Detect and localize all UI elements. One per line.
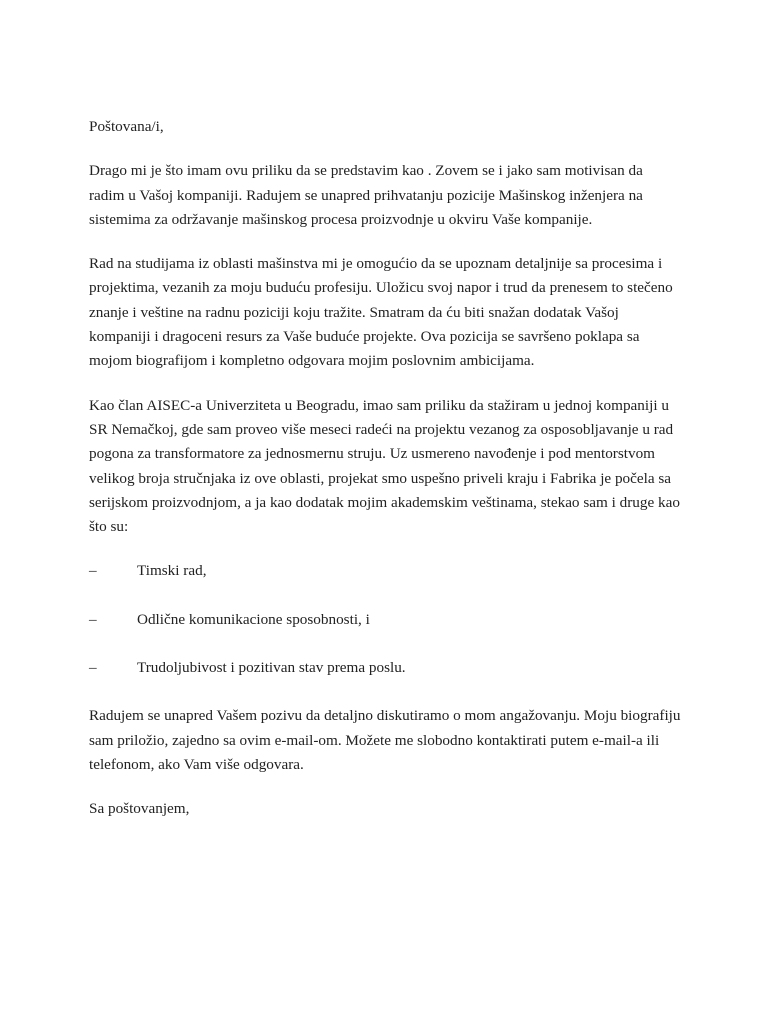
paragraph-line: Rad na studijama iz oblasti mašinstva mi je omogućio da se upoznam detaljnije sa procesima i (89, 255, 663, 273)
sign-off: Sa poštovanjem, (89, 800, 190, 818)
salutation: Poštovana/i, (89, 118, 164, 135)
paragraph-line: Radujem se unapred Vašem pozivu da detaljno diskutiramo o mom angažovanju. Moju biografiju (89, 707, 681, 725)
cover-letter (89, 115, 689, 842)
paragraph-experience (89, 394, 689, 540)
paragraph-line: što su: (89, 518, 129, 536)
paragraph-closing (89, 704, 689, 777)
paragraph-line: mojom biografijom i kompletno odgovara mojim poslovnim ambicijama. (89, 352, 535, 370)
bullet-dash: – (89, 659, 97, 677)
list-item-text: Trudoljubivost i pozitivan stav prema poslu. (137, 659, 406, 677)
paragraph-line: serijskom proizvodnjom, a ja kao dodatak mojim akademskim veštinama, stekao sam i druge kao (89, 493, 680, 511)
bullet-dash: – (89, 610, 97, 628)
list-item-text: Odlične komunikacione sposobnosti, i (137, 610, 370, 628)
paragraph-line: projektima, vezanih za moju buduću profesiju. Uložicu svoj napor i trud da prenesem to stečeno (89, 279, 673, 297)
paragraph-line: radim u Vašoj kompaniji. Radujem se unapred prihvatanju pozicije Mašinskog inženjera na (89, 186, 643, 204)
list-item-teamwork (89, 559, 689, 583)
paragraph-line: velikog broja stručnjaka iz ove oblasti, projekat smo uspešno priveli kraju i Fabrika je počela sa (89, 469, 672, 487)
paragraph-introduction (89, 159, 689, 232)
list-item-diligence (89, 656, 689, 680)
list-item-communication (89, 608, 689, 632)
paragraph-line: SR Nemačkoj, gde sam proveo više meseci radeći na projektu vezanog za osposobljavanje u rad (89, 420, 674, 438)
paragraph-line: telefonom, ako Vam više odgovara. (89, 755, 304, 773)
list-item-text: Timski rad, (137, 562, 207, 580)
bullet-dash: – (89, 562, 97, 580)
paragraph-education (89, 252, 689, 373)
paragraph-line: znanje i veštine na radnu poziciji koju tražite. Smatram da ću biti snažan dodatak Vašoj (89, 303, 619, 321)
paragraph-line: sistemima za održavanje mašinskog procesa proizvodnje u okviru Vaše kompanije. (89, 210, 593, 228)
paragraph-line: kompaniji i dragoceni resurs za Vaše buduće projekte. Ova pozicija se savršeno poklapa sa (89, 328, 640, 346)
paragraph-line: sam priložio, zajedno sa ovim e-mail-om. Možete me slobodno kontaktirati putem e-mail-a ili (89, 731, 660, 749)
paragraph-line: pogona za transformatore za jednosmernu struju. Uz usmereno navođenje i pod mentorstvom (89, 445, 655, 463)
paragraph-line: Kao član AISEC-a Univerziteta u Beogradu, imao sam priliku da stažiram u jednoj kompaniji u (89, 396, 669, 414)
paragraph-line: Drago mi je što imam ovu priliku da se predstavim kao . Zovem se i jako sam motivisan da (89, 162, 643, 180)
